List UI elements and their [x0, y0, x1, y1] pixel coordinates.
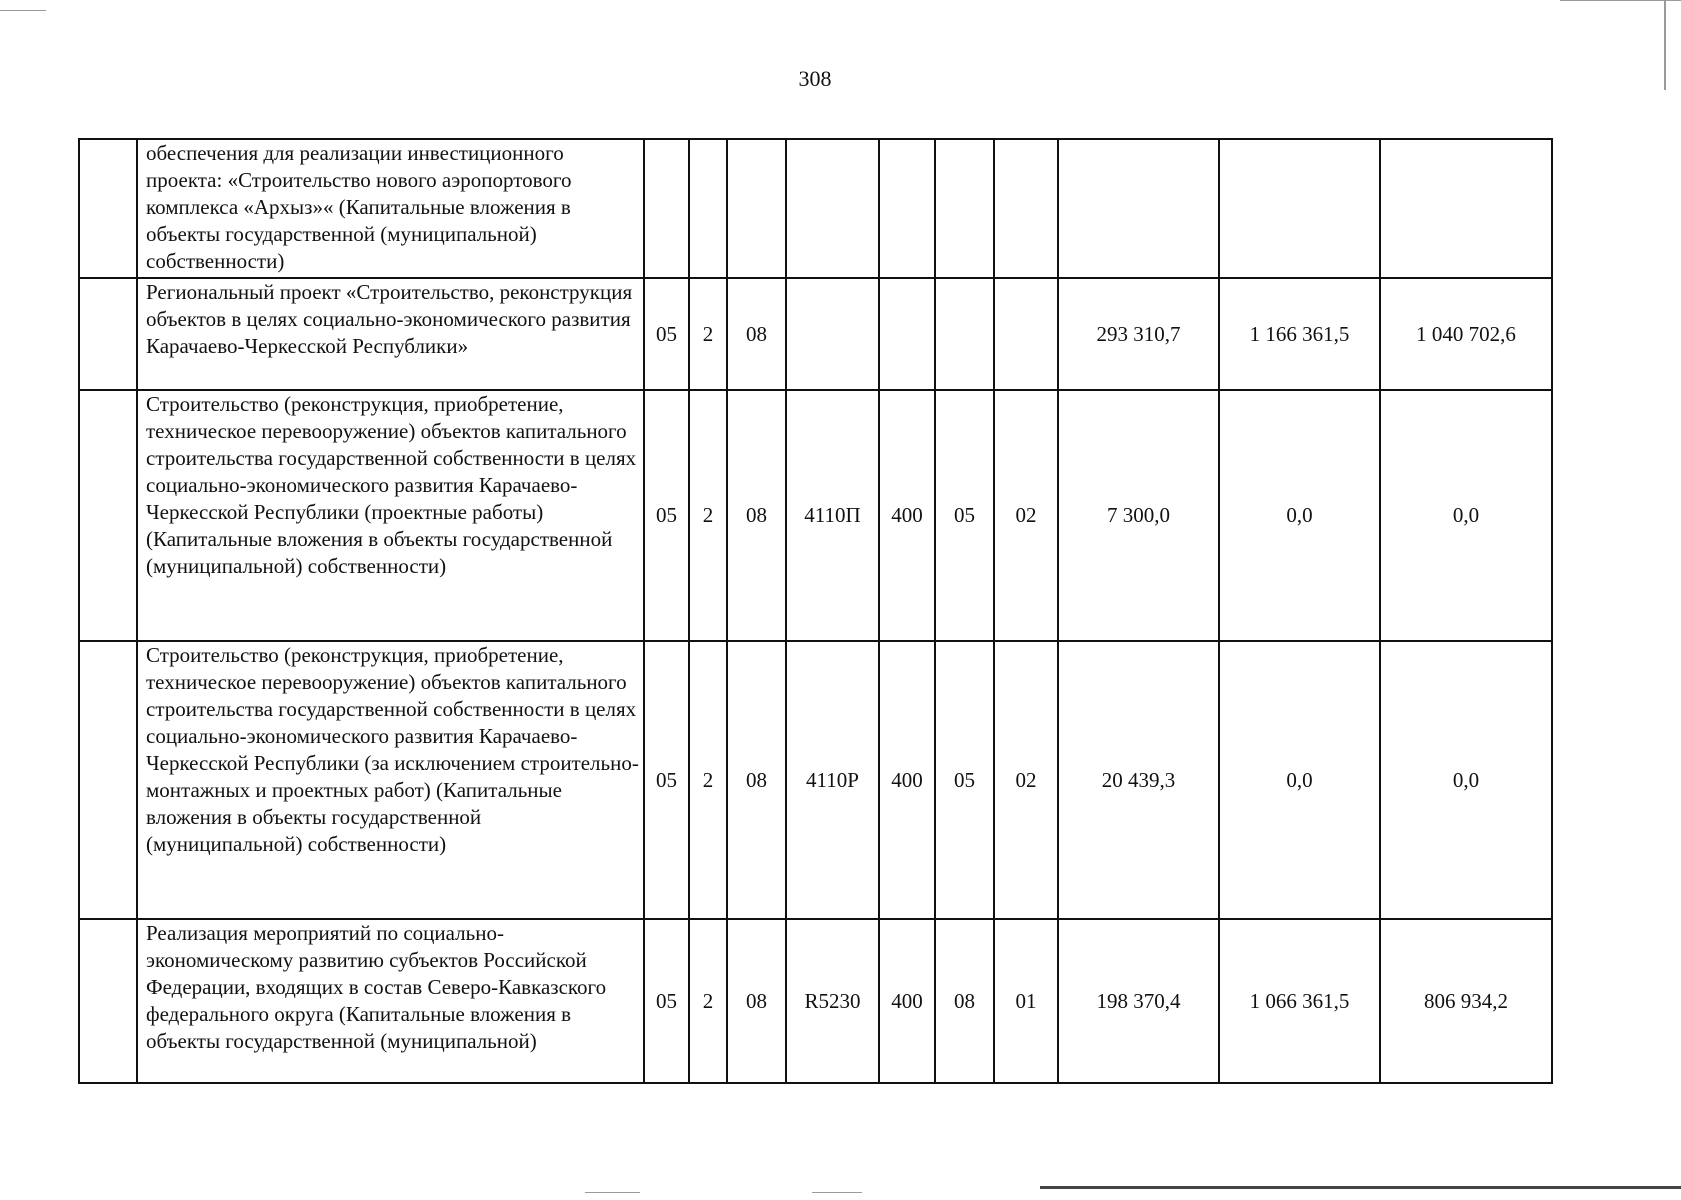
row-index-cell	[79, 641, 137, 919]
amount-cell: 0,0	[1380, 641, 1552, 919]
code-cell	[786, 139, 879, 278]
description-cell: Региональный проект «Строительство, реконструкция объектов в целях социально-экономического развития Карачаево-Черкесской Республики»	[137, 278, 644, 390]
amount-cell	[1219, 139, 1380, 278]
code-cell	[994, 139, 1058, 278]
code-cell: 08	[727, 278, 786, 390]
code-cell	[935, 278, 994, 390]
table-row	[79, 278, 1552, 390]
scan-edge-line-right	[1664, 0, 1666, 90]
description-cell: Строительство (реконструкция, приобретение, техническое перевооружение) объектов капитального строительства государственной собственности в целях социально-экономического развития Карачаево-Черкесской Республики (проектные работы) (Капитальные вложения в объекты государственной (муниципальной) собственности)	[137, 390, 644, 641]
code-cell: 08	[727, 641, 786, 919]
amount-cell	[1058, 139, 1219, 278]
code-cell: 2	[689, 919, 727, 1083]
code-cell: 2	[689, 390, 727, 641]
code-cell	[689, 139, 727, 278]
scan-edge-line-top-right	[1560, 0, 1681, 1]
table-row	[79, 139, 1552, 278]
amount-cell: 806 934,2	[1380, 919, 1552, 1083]
table-row	[79, 390, 1552, 641]
page-number: 308	[798, 66, 832, 91]
code-cell: 05	[644, 278, 689, 390]
amount-cell: 0,0	[1380, 390, 1552, 641]
description-cell: Реализация мероприятий по социально-экономическому развитию субъектов Российской Федерации, входящих в состав Северо-Кавказского федерального округа (Капитальные вложения в объекты государственной (муниципальной)	[137, 919, 644, 1083]
amount-cell: 20 439,3	[1058, 641, 1219, 919]
code-cell: 400	[879, 390, 935, 641]
description-cell: Строительство (реконструкция, приобретение, техническое перевооружение) объектов капитального строительства государственной собственности в целях социально-экономического развития Карачаево-Черкесской Республики (за исключением строительно-монтажных и проектных работ) (Капитальные вложения в объекты государственной (муниципальной) собственности)	[137, 641, 644, 919]
amount-cell: 1 166 361,5	[1219, 278, 1380, 390]
code-cell: 05	[644, 390, 689, 641]
code-cell: 02	[994, 390, 1058, 641]
code-cell	[727, 139, 786, 278]
code-cell: 400	[879, 919, 935, 1083]
code-cell: 01	[994, 919, 1058, 1083]
code-cell: 2	[689, 278, 727, 390]
table-row	[79, 641, 1552, 919]
code-cell: 08	[727, 390, 786, 641]
code-cell: 4110Р	[786, 641, 879, 919]
code-cell	[935, 139, 994, 278]
code-cell: 400	[879, 641, 935, 919]
budget-table	[78, 138, 1553, 1084]
scan-edge-line-bottom-left	[585, 1192, 640, 1193]
amount-cell: 198 370,4	[1058, 919, 1219, 1083]
code-cell	[994, 278, 1058, 390]
code-cell: 08	[727, 919, 786, 1083]
code-cell: 05	[644, 641, 689, 919]
amount-cell: 7 300,0	[1058, 390, 1219, 641]
row-index-cell	[79, 278, 137, 390]
code-cell	[644, 139, 689, 278]
code-cell	[879, 139, 935, 278]
code-cell: 05	[644, 919, 689, 1083]
amount-cell: 1 066 361,5	[1219, 919, 1380, 1083]
row-index-cell	[79, 390, 137, 641]
amount-cell: 0,0	[1219, 641, 1380, 919]
scan-edge-line-bottom-mid	[812, 1192, 862, 1193]
amount-cell: 1 040 702,6	[1380, 278, 1552, 390]
code-cell: 4110П	[786, 390, 879, 641]
code-cell: 02	[994, 641, 1058, 919]
scan-edge-line-top-left	[0, 10, 46, 11]
amount-cell	[1380, 139, 1552, 278]
row-index-cell	[79, 919, 137, 1083]
code-cell: 05	[935, 641, 994, 919]
scan-edge-line-bottom-right	[1040, 1186, 1681, 1189]
amount-cell: 293 310,7	[1058, 278, 1219, 390]
table-row	[79, 919, 1552, 1083]
code-cell: R5230	[786, 919, 879, 1083]
code-cell: 05	[935, 390, 994, 641]
code-cell: 2	[689, 641, 727, 919]
row-index-cell	[79, 139, 137, 278]
code-cell: 08	[935, 919, 994, 1083]
code-cell	[786, 278, 879, 390]
code-cell	[879, 278, 935, 390]
description-cell: обеспечения для реализации инвестиционного проекта: «Строительство нового аэропортового комплекса «Архыз»« (Капитальные вложения в объекты государственной (муниципальной) собственности)	[137, 139, 644, 278]
amount-cell: 0,0	[1219, 390, 1380, 641]
